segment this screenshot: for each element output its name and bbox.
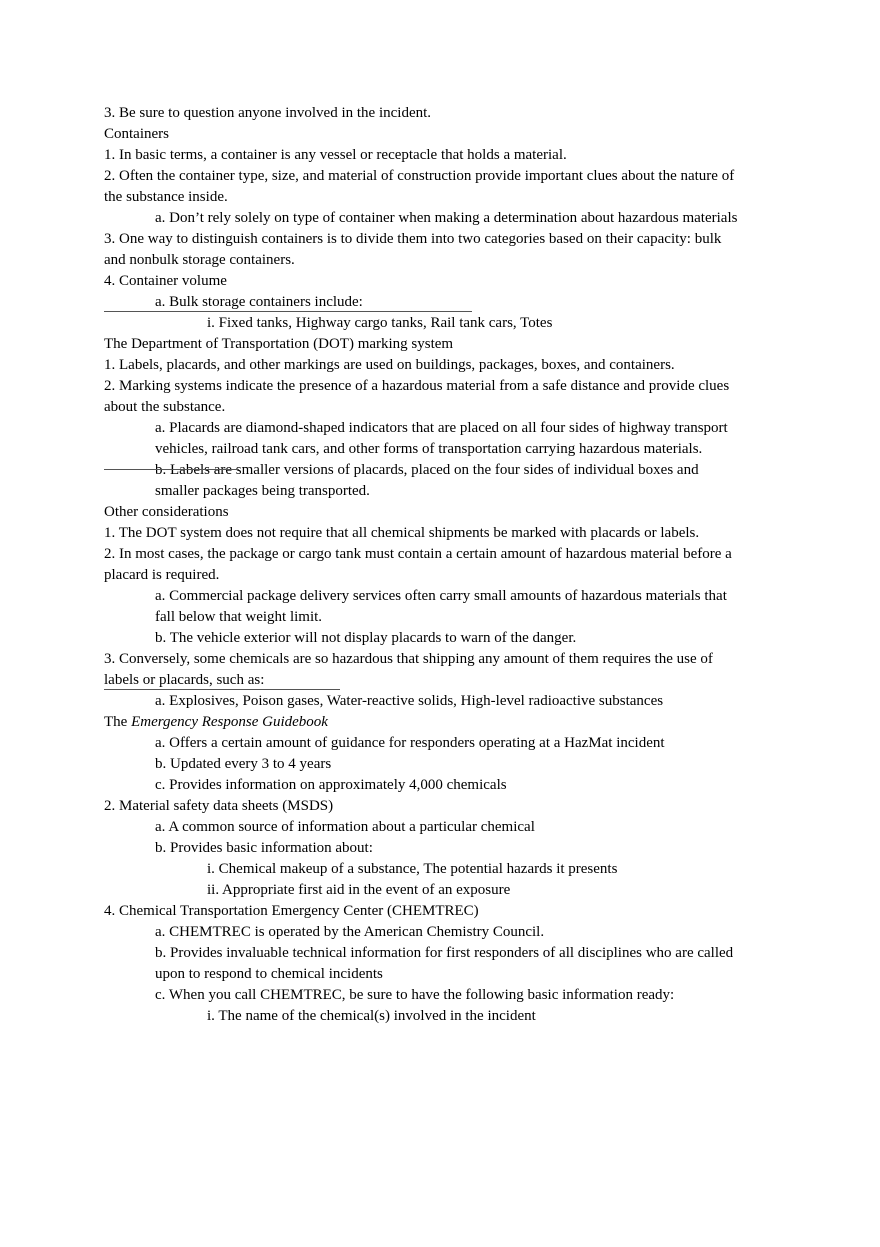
sub-list-item: a. A common source of information about a particular chemical <box>155 819 535 835</box>
document-body <box>104 103 784 1027</box>
list-item: 2. Often the container type, size, and material of construction provide important clues about the nature of <box>104 168 735 184</box>
list-item: 2. In most cases, the package or cargo tank must contain a certain amount of hazardous material before a <box>104 546 732 562</box>
sub-list-item: a. Don’t rely solely on type of container when making a determination about hazardous materials <box>155 210 738 226</box>
list-item-continuation <box>104 670 784 691</box>
list-item: 4. Container volume <box>104 273 227 289</box>
sub-list-item: a. Offers a certain amount of guidance for responders operating at a HazMat incident <box>155 735 665 751</box>
list-item-text: labels or placards, such as: <box>104 672 265 688</box>
list-item: 4. Chemical Transportation Emergency Center (CHEMTREC) <box>104 903 479 919</box>
sub-list-item: b. Updated every 3 to 4 years <box>155 756 332 772</box>
list-item: 2. Material safety data sheets (MSDS) <box>104 798 334 814</box>
sub-list-item-text: b. Labels are smaller versions of placards, placed on the four sides of individual boxes and <box>155 462 699 478</box>
underline-rule <box>104 689 340 690</box>
list-item-continuation: about the substance. <box>104 399 226 415</box>
sub-list-item-continuation: smaller packages being transported. <box>155 483 370 499</box>
sub-list-item-continuation: vehicles, railroad tank cars, and other forms of transportation carrying hazardous materials. <box>155 441 703 457</box>
list-item-continuation: the substance inside. <box>104 189 228 205</box>
list-item: 3. Conversely, some chemicals are so hazardous that shipping any amount of them requires the use of <box>104 651 713 667</box>
section-heading-dot: The Department of Transportation (DOT) marking system <box>104 336 454 352</box>
list-item-continuation: placard is required. <box>104 567 220 583</box>
sub-list-item: c. Provides information on approximately 4,000 chemicals <box>155 777 507 793</box>
sub-sub-list-item: i. Chemical makeup of a substance, The potential hazards it presents <box>207 861 618 877</box>
section-heading-containers: Containers <box>104 126 169 142</box>
list-item: 3. Be sure to question anyone involved in the incident. <box>104 105 432 121</box>
sub-list-item: c. When you call CHEMTREC, be sure to have the following basic information ready: <box>155 987 675 1003</box>
list-item: 2. Marking systems indicate the presence of a hazardous material from a safe distance and provide clues <box>104 378 730 394</box>
list-item: 1. Labels, placards, and other markings are used on buildings, packages, boxes, and containers. <box>104 357 675 373</box>
sub-list-item: b. Provides basic information about: <box>155 840 373 856</box>
sub-list-item: a. Placards are diamond-shaped indicators that are placed on all four sides of highway transport <box>155 420 728 436</box>
sub-sub-list-item: i. Fixed tanks, Highway cargo tanks, Rail tank cars, Totes <box>207 315 553 331</box>
sub-list-item <box>104 292 784 313</box>
sub-list-item-continuation: upon to respond to chemical incidents <box>155 966 383 982</box>
sub-list-item: a. CHEMTREC is operated by the American Chemistry Council. <box>155 924 545 940</box>
sub-sub-list-item: i. The name of the chemical(s) involved in the incident <box>207 1008 536 1024</box>
list-item: 1. The DOT system does not require that all chemical shipments be marked with placards or labels. <box>104 525 700 541</box>
section-heading-other: Other considerations <box>104 504 229 520</box>
list-item: 3. One way to distinguish containers is to divide them into two categories based on their capacity: bulk <box>104 231 722 247</box>
sub-list-item-continuation: fall below that weight limit. <box>155 609 323 625</box>
sub-list-item-text: a. Bulk storage containers include: <box>155 294 363 310</box>
sub-list-item <box>104 460 784 481</box>
list-item-continuation: and nonbulk storage containers. <box>104 252 295 268</box>
sub-list-item: a. Explosives, Poison gases, Water-reactive solids, High-level radioactive substances <box>155 693 664 709</box>
underline-rule <box>104 311 472 312</box>
sub-list-item: a. Commercial package delivery services often carry small amounts of hazardous materials that <box>155 588 727 604</box>
heading-title: Emergency Response Guidebook <box>131 714 328 730</box>
sub-list-item: b. Provides invaluable technical information for first responders of all disciplines who are called <box>155 945 734 961</box>
section-heading-erg <box>104 712 784 733</box>
heading-prefix: The <box>104 714 132 730</box>
sub-sub-list-item: ii. Appropriate first aid in the event of an exposure <box>207 882 511 898</box>
list-item: 1. In basic terms, a container is any vessel or receptacle that holds a material. <box>104 147 567 163</box>
sub-list-item: b. The vehicle exterior will not display placards to warn of the danger. <box>155 630 577 646</box>
strike-rule <box>104 469 239 470</box>
